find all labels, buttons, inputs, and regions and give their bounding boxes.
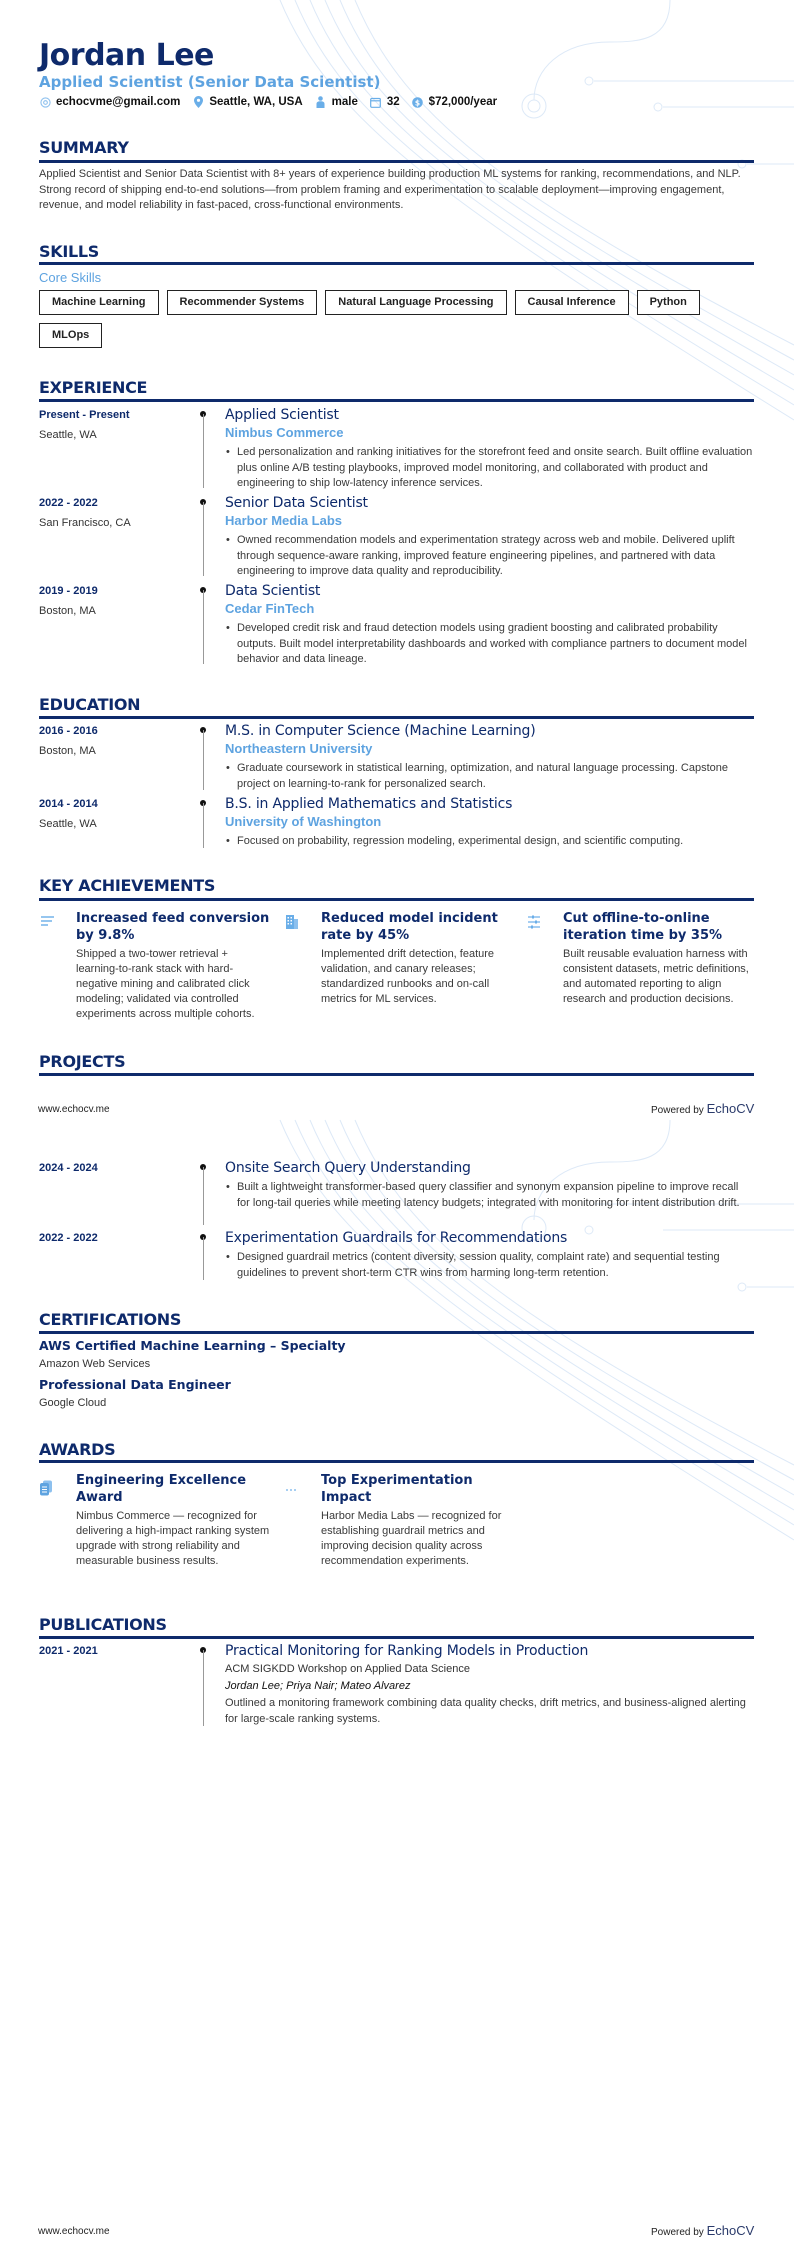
education-location: Boston, MA <box>39 745 96 757</box>
person-icon <box>315 96 327 108</box>
achievement-title: Reduced model incident rate by 45% <box>321 911 498 943</box>
candidate-role: Applied Scientist (Senior Data Scientist) <box>39 73 381 91</box>
skill-chips <box>39 290 754 348</box>
location-pin-icon <box>192 96 204 108</box>
clipboard-icon <box>39 1480 55 1496</box>
certification-issuer: Google Cloud <box>39 1397 107 1409</box>
education-location: Seattle, WA <box>39 818 97 830</box>
education-bullet: • Graduate coursework in statistical learning, optimization, and natural language processing. Capstone project on learning-to-rank for personalized search. <box>225 761 753 792</box>
skill-chip: Python <box>637 290 700 315</box>
calendar-icon <box>370 96 382 108</box>
ellipsis-icon <box>284 1480 300 1496</box>
timeline-line <box>203 502 204 576</box>
timeline-line <box>203 414 204 488</box>
award-description: Nimbus Commerce — recognized for delivering a high-impact ranking system upgrade with strong reliability and measurable business results. <box>76 1510 270 1567</box>
timeline-line <box>203 1650 204 1726</box>
lines-icon <box>39 914 55 930</box>
summary-text: Applied Scientist and Senior Data Scientist with 8+ years of experience building production ML systems for ranking, recommendations, and NLP. Strong record of shipping end-to-end solutions—from problem framing and experimentation to scalable deployment—improving engagement, revenue, and model reliability in fast-paced, cross-functional environments. <box>39 168 741 211</box>
contact-location-value: Seattle, WA, USA <box>209 96 303 108</box>
achievement-title: Increased feed conversion by 9.8% <box>76 911 270 943</box>
contact-email[interactable] <box>39 96 180 108</box>
project-bullet: • Designed guardrail metrics (content diversity, session quality, complaint rate) and sequential testing guidelines to prevent short-term CTR wins from harming long-term retention. <box>225 1250 753 1281</box>
skills-heading: SKILLS <box>39 242 99 261</box>
certifications-heading: CERTIFICATIONS <box>39 1310 182 1329</box>
education-divider <box>39 716 754 719</box>
achievement-description: Built reusable evaluation harness with consistent datasets, metric definitions, and automated reporting to align research and production decisions. <box>563 948 749 1005</box>
experience-company: Harbor Media Labs <box>225 513 343 528</box>
skills-subtitle: Core Skills <box>39 270 102 285</box>
experience-bullet: • Developed credit risk and fraud detection models using gradient boosting and calibrated probability outputs. Built model interpretability dashboards and worked with compliance partners to document model behavior and data lineage. <box>225 621 753 668</box>
experience-location: Seattle, WA <box>39 429 97 441</box>
experience-company: Cedar FinTech <box>225 601 315 616</box>
experience-dates: 2022 - 2022 <box>39 497 98 509</box>
publication-venue: ACM SIGKDD Workshop on Applied Data Science <box>225 1663 470 1675</box>
contact-email-value: echocvme@gmail.com <box>56 96 181 108</box>
award-description: Harbor Media Labs — recognized for establishing guardrail metrics and improving decision quality across recommendation experiments. <box>321 1510 502 1567</box>
experience-title: Applied Scientist <box>225 407 339 423</box>
brand-name: EchoCV <box>706 2223 755 2238</box>
skills-divider <box>39 262 754 265</box>
skill-chip: Recommender Systems <box>167 290 318 315</box>
project-title: Experimentation Guardrails for Recommendations <box>225 1230 568 1246</box>
education-degree: B.S. in Applied Mathematics and Statistics <box>225 796 513 812</box>
experience-title: Data Scientist <box>225 583 321 599</box>
skill-chip: MLOps <box>39 323 102 348</box>
skill-chip: Machine Learning <box>39 290 159 315</box>
timeline-line <box>203 803 204 848</box>
experience-location: San Francisco, CA <box>39 517 131 529</box>
contact-age <box>370 96 400 108</box>
certification-issuer: Amazon Web Services <box>39 1358 151 1370</box>
skill-chip: Causal Inference <box>515 290 629 315</box>
projects-heading: PROJECTS <box>39 1052 126 1071</box>
contact-salary <box>412 96 497 108</box>
experience-title: Senior Data Scientist <box>225 495 368 511</box>
projects-divider <box>39 1073 754 1076</box>
timeline-line <box>203 590 204 664</box>
contact-salary-value: $72,000/year <box>428 96 498 108</box>
footer-website-link[interactable]: www.echocv.me <box>38 1104 110 1115</box>
experience-heading: EXPERIENCE <box>39 378 148 397</box>
timeline-line <box>203 1167 204 1225</box>
sliders-icon <box>526 914 542 930</box>
experience-bullet: • Led personalization and ranking initiatives for the storefront feed and onsite search. Built offline evaluation plus online A/B testing playbooks, improved model monitoring, and collaborated with product and engineering to ship low-latency inference services. <box>225 445 753 492</box>
experience-location: Boston, MA <box>39 605 96 617</box>
project-bullet: • Built a lightweight transformer-based query classifier and synonym expansion pipeline to improve recall for long-tail queries while meeting latency budgets; integrated with monitoring for intent distribution drift. <box>225 1180 753 1211</box>
experience-bullet: • Owned recommendation models and experimentation strategy across web and mobile. Delivered uplift through sequence-aware ranking, improved feature engineering pipelines, and partnered with data engineering to improve data quality and reproducibility. <box>225 533 753 580</box>
building-icon <box>284 914 300 930</box>
education-heading: EDUCATION <box>39 695 141 714</box>
award-title: Engineering Excellence Award <box>76 1473 247 1505</box>
footer-website-link[interactable]: www.echocv.me <box>38 2226 110 2237</box>
powered-by-label: Powered by <box>651 1105 704 1116</box>
project-dates: 2022 - 2022 <box>39 1232 98 1244</box>
publication-dates: 2021 - 2021 <box>39 1645 98 1657</box>
skill-chip: Natural Language Processing <box>325 290 506 315</box>
experience-company: Nimbus Commerce <box>225 425 344 440</box>
achievement-description: Implemented drift detection, feature validation, and canary releases; standardized runbooks and on-call metrics for ML services. <box>321 948 495 1005</box>
publications-divider <box>39 1636 754 1639</box>
timeline-line <box>203 730 204 790</box>
candidate-name: Jordan Lee <box>39 38 214 73</box>
powered-by <box>651 1101 754 1116</box>
contact-gender-value: male <box>331 96 358 108</box>
svg-text:$: $ <box>415 97 421 107</box>
education-degree: M.S. in Computer Science (Machine Learning) <box>225 723 536 739</box>
summary-divider <box>39 160 754 163</box>
education-dates: 2016 - 2016 <box>39 725 98 737</box>
awards-divider <box>39 1460 754 1463</box>
dollar-circle-icon <box>412 96 424 108</box>
achievements-heading: KEY ACHIEVEMENTS <box>39 876 216 895</box>
publication-authors: Jordan Lee; Priya Nair; Mateo Alvarez <box>225 1680 411 1692</box>
certifications-divider <box>39 1331 754 1334</box>
experience-dates: Present - Present <box>39 409 130 421</box>
experience-divider <box>39 399 754 402</box>
certification-name: AWS Certified Machine Learning – Specialty <box>39 1338 346 1353</box>
achievements-divider <box>39 898 754 901</box>
contact-bar <box>39 96 509 108</box>
summary-heading: SUMMARY <box>39 138 129 157</box>
contact-age-value: 32 <box>386 96 400 108</box>
education-school: Northeastern University <box>225 741 373 756</box>
education-school: University of Washington <box>225 814 382 829</box>
powered-by <box>651 2223 754 2238</box>
contact-location <box>192 96 302 108</box>
awards-heading: AWARDS <box>39 1440 116 1459</box>
experience-dates: 2019 - 2019 <box>39 585 98 597</box>
contact-gender <box>315 96 358 108</box>
achievement-description: Shipped a two-tower retrieval + learning-to-rank stack with hard-negative mining and calibrated click modeling; validated via controlled experiments across multiple cohorts. <box>76 948 255 1020</box>
achievement-title: Cut offline-to-online iteration time by 35% <box>563 911 723 943</box>
timeline-line <box>203 1237 204 1280</box>
at-icon <box>39 96 51 108</box>
brand-name: EchoCV <box>706 1101 755 1116</box>
publication-description: Outlined a monitoring framework combining data quality checks, drift metrics, and business-aligned alerting for large-scale ranking systems. <box>225 1697 746 1725</box>
powered-by-label: Powered by <box>651 2227 704 2238</box>
publication-title: Practical Monitoring for Ranking Models in Production <box>225 1643 589 1659</box>
education-bullet: • Focused on probability, regression modeling, experimental design, and scientific computing. <box>225 834 753 850</box>
certification-name: Professional Data Engineer <box>39 1377 231 1392</box>
publications-heading: PUBLICATIONS <box>39 1615 167 1634</box>
project-title: Onsite Search Query Understanding <box>225 1160 471 1176</box>
project-dates: 2024 - 2024 <box>39 1162 98 1174</box>
education-dates: 2014 - 2014 <box>39 798 98 810</box>
award-title: Top Experimentation Impact <box>321 1473 473 1505</box>
